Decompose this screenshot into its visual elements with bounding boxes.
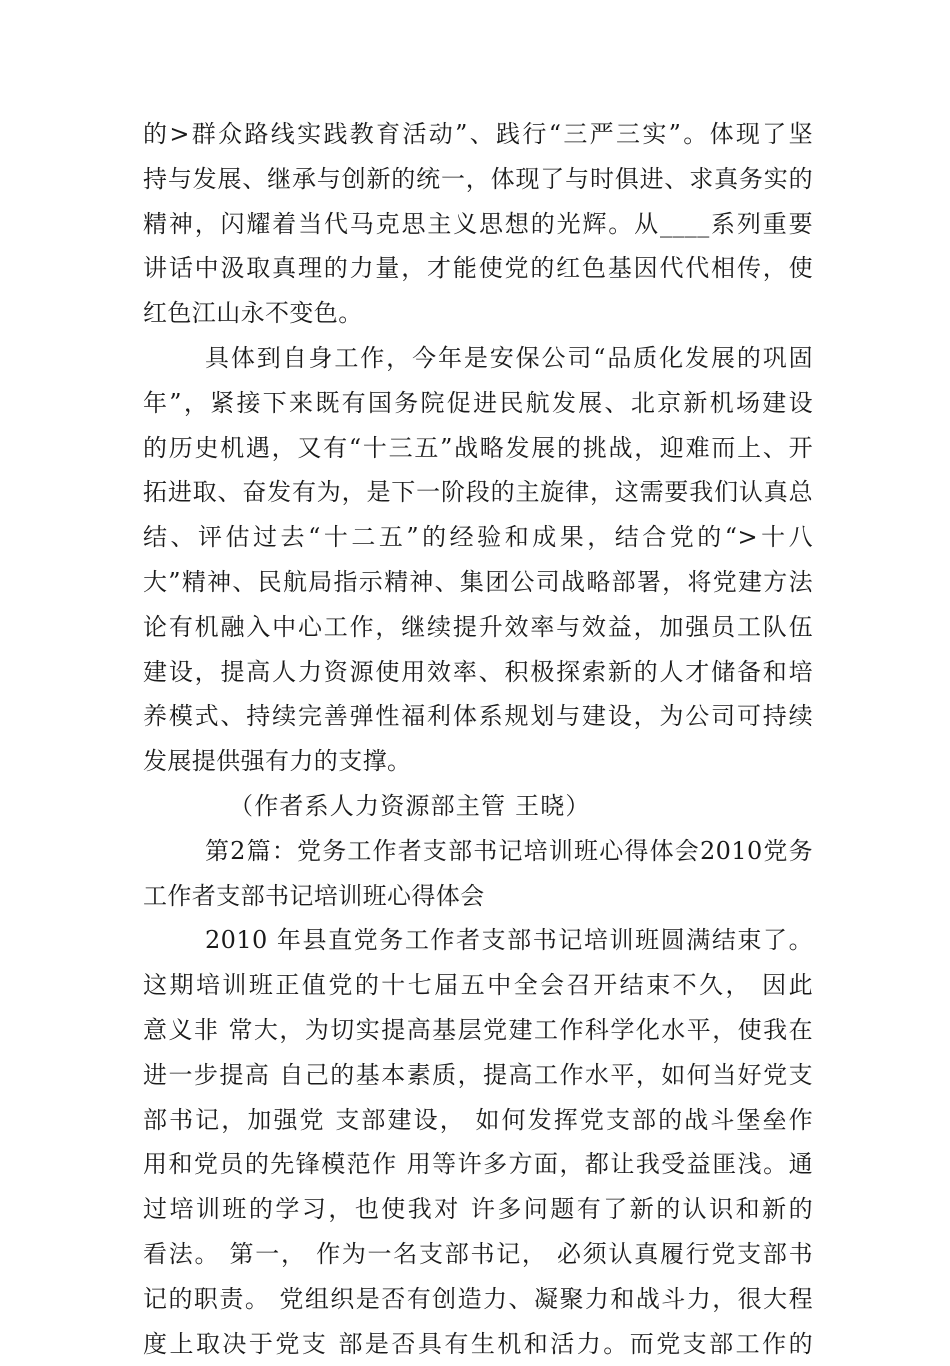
section-heading: 第2篇：党务工作者支部书记培训班心得体会2010党务 (205, 836, 813, 865)
text-line: 度上取决于党支 部是否具有生机和活力。而党支部工作的 (143, 1329, 813, 1358)
text-line: 进一步提高 自己的基本素质，提高工作水平，如何当好党支 (143, 1060, 813, 1089)
text-line: 养模式、持续完善弹性福利体系规划与建设，为公司可持续 (143, 702, 813, 731)
text-line: 部书记，加强党 支部建设， 如何发挥党支部的战斗堡垒作 (143, 1105, 813, 1134)
text-line: 大”精神、民航局指示精神、集团公司战略部署，将党建方法 (143, 567, 813, 596)
text-line: 意义非 常大，为切实提高基层党建工作科学化水平，使我在 (143, 1015, 813, 1044)
text-line: 看法。 第一， 作为一名支部书记， 必须认真履行党支部书 (143, 1239, 813, 1268)
text-line: 结、评估过去“十二五”的经验和成果，结合党的“>十八 (143, 523, 813, 552)
text-line: 用和党员的先锋模范作 用等许多方面，都让我受益匪浅。通 (143, 1150, 813, 1179)
text-line: 拓进取、奋发有为，是下一阶段的主旋律，这需要我们认真总 (143, 478, 813, 507)
section-heading: 工作者支部书记培训班心得体会 (143, 881, 485, 910)
text-line: 论有机融入中心工作，继续提升效率与效益，加强员工队伍 (143, 612, 813, 641)
text-line: 的历史机遇，又有“十三五”战略发展的挑战，迎难而上、开 (143, 433, 813, 462)
text-line: 讲话中汲取真理的力量，才能使党的红色基因代代相传，使 (143, 254, 813, 283)
text-line: 持与发展、继承与创新的统一，体现了与时俱进、求真务实的 (143, 164, 813, 193)
text-line: 的>群众路线实践教育活动”、践行“三严三实”。体现了坚 (143, 120, 813, 148)
text-line: 年”，紧接下来既有国务院促进民航发展、北京新机场建设 (143, 388, 813, 417)
text-line: 具体到自身工作，今年是安保公司“品质化发展的巩固 (205, 343, 813, 372)
author-note: （作者系人力资源部主管 王晓） (229, 791, 591, 820)
text-line: 2010 年县直党务工作者支部书记培训班圆满结束了。 (205, 926, 813, 955)
text-line: 精神，闪耀着当代马克思主义思想的光辉。从____系列重要 (143, 209, 813, 238)
text-line: 这期培训班正值党的十七届五中全会召开结束不久， 因此 (143, 971, 813, 1000)
text-line: 发展提供强有力的支撑。 (143, 747, 412, 776)
text-line: 过培训班的学习，也使我对 许多问题有了新的认识和新的 (143, 1195, 813, 1224)
text-line: 红色江山永不变色。 (143, 299, 363, 328)
text-line: 记的职责。 党组织是否有创造力、凝聚力和战斗力，很大程 (143, 1284, 813, 1313)
body-text (143, 112, 813, 1366)
text-line: 建设，提高人力资源使用效率、积极探索新的人才储备和培 (143, 657, 813, 686)
